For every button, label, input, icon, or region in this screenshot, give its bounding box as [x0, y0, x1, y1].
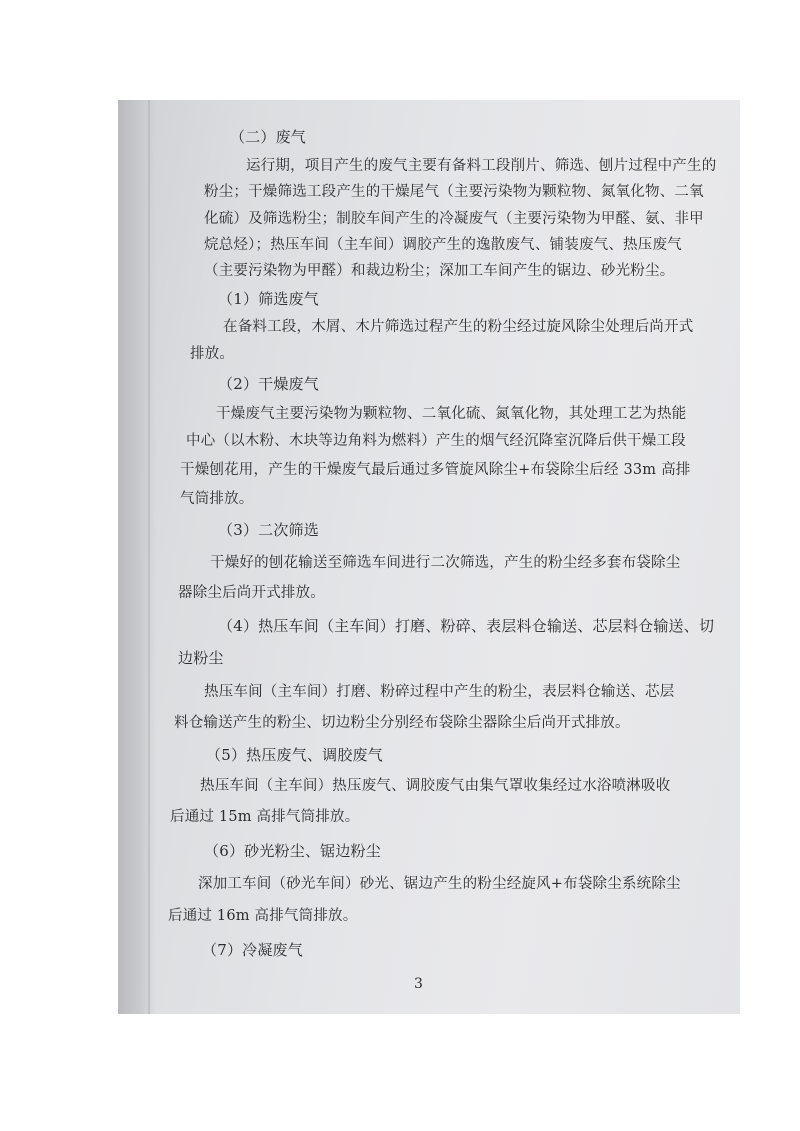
- paragraph-line: 器除尘后尚开式排放。: [178, 585, 325, 601]
- subsection-title-6: （6）砂光粉尘、锯边粉尘: [204, 842, 381, 860]
- subsection-title-3: （3）二次筛选: [218, 521, 319, 539]
- paragraph-line: 热压车间（主车间）热压废气、调胶废气由集气罩收集经过水浴喷淋吸收: [200, 778, 671, 794]
- intro-line: 粉尘；干燥筛选工段产生的干燥尾气（主要污染物为颗粒物、氮氧化物、二氧: [204, 184, 704, 200]
- paragraph-line: 热压车间（主车间）打磨、粉碎过程中产生的粉尘，表层料仓输送、芯层: [204, 684, 675, 700]
- paragraph-line: 干燥好的刨花输送至筛选车间进行二次筛选，产生的粉尘经多套布袋除尘: [210, 555, 681, 571]
- paragraph-line: 在备料工段，木屑、木片筛选过程产生的粉尘经过旋风除尘处理后尚开式: [223, 319, 694, 335]
- subsection-title-5: （5）热压废气、调胶废气: [206, 746, 383, 764]
- paragraph-line: 干燥刨花用，产生的干燥废气最后通过多管旋风除尘+布袋除尘后经 33m 高排: [180, 462, 691, 478]
- paragraph-line: 排放。: [190, 346, 235, 362]
- paragraph-line: 料仓输送产生的粉尘、切边粉尘分别经布袋除尘器除尘后尚开式排放。: [174, 715, 630, 731]
- intro-line: 化硫）及筛选粉尘；制胶车间产生的冷凝废气（主要污染物为甲醛、氨、非甲: [204, 211, 704, 227]
- paragraph-line: 深加工车间（砂光车间）砂光、锯边产生的粉尘经旋风+布袋除尘系统除尘: [198, 876, 681, 892]
- intro-line: 烷总烃）；热压车间（主车间）调胶产生的逸散废气、铺装废气、热压废气: [204, 237, 682, 253]
- subsection-title-4: （4）热压车间（主车间）打磨、粉碎、表层料仓输送、芯层料仓输送、切: [218, 617, 715, 635]
- document-photo: [118, 100, 740, 1014]
- document-page: [118, 100, 740, 1014]
- subsection-title-7: （7）冷凝废气: [202, 941, 303, 959]
- section-heading: （二）废气: [230, 128, 307, 146]
- intro-line: 运行期，项目产生的废气主要有备料工段削片、筛选、刨片过程中产生的: [246, 158, 717, 174]
- paragraph-line: 后通过 15m 高排气筒排放。: [170, 809, 360, 825]
- paragraph-line: 后通过 16m 高排气筒排放。: [168, 908, 358, 924]
- page-number: 3: [414, 976, 423, 992]
- paragraph-line: 中心（以木粉、木块等边角料为燃料）产生的烟气经沉降室沉降后供干燥工段: [186, 433, 686, 449]
- subsection-title-4-cont: 边粉尘: [178, 649, 224, 667]
- subsection-title-1: （1）筛选废气: [218, 290, 319, 308]
- paragraph-line: 干燥废气主要污染物为颗粒物、二氧化硫、氮氧化物，其处理工艺为热能: [216, 406, 687, 422]
- subsection-title-2: （2）干燥废气: [218, 375, 319, 393]
- intro-line: （主要污染物为甲醛）和裁边粉尘；深加工车间产生的锯边、砂光粉尘。: [204, 263, 675, 279]
- paragraph-line: 气筒排放。: [180, 491, 254, 507]
